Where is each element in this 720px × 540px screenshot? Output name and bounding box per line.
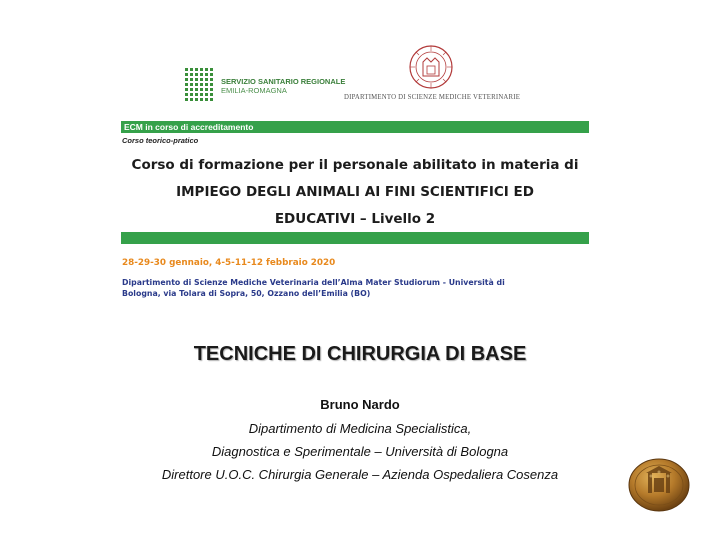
department-vet-label: DIPARTIMENTO DI SCIENZE MEDICHE VETERINARIE — [344, 94, 521, 101]
affiliation-line: Direttore U.O.C. Chirurgia Generale – Azienda Ospedaliera Cosenza — [161, 467, 559, 482]
venue-line: Bologna, via Tolara di Sopra, 50, Ozzano dell’Emilia (BO) — [122, 289, 371, 298]
university-seal-icon — [408, 44, 454, 90]
author-name: Bruno Nardo — [320, 397, 400, 412]
course-title — [121, 152, 589, 233]
venue-line: Dipartimento di Scienze Mediche Veterinaria dell’Alma Mater Studiorum - Università di — [122, 278, 505, 287]
affiliation-line: Dipartimento di Medicina Specialistica, — [248, 421, 472, 436]
slide-title: TECNICHE DI CHIRURGIA DI BASE — [193, 343, 527, 365]
course-title-line: EDUCATIVI – Livello 2 — [274, 211, 436, 227]
ecm-status: ECM in corso di accreditamento — [124, 122, 254, 132]
bronze-seal-icon — [628, 458, 690, 512]
banner-bottom-bar — [121, 232, 589, 244]
course-venue — [122, 277, 562, 299]
regional-service-line1: SERVIZIO SANITARIO REGIONALE — [221, 77, 346, 86]
course-title-line: Corso di formazione per il personale abilitato in materia di — [131, 157, 579, 173]
regional-service-text — [221, 77, 345, 95]
course-title-line: IMPIEGO DEGLI ANIMALI AI FINI SCIENTIFICI ED — [176, 184, 534, 200]
regional-service-line2: EMILIA-ROMAGNA — [221, 86, 287, 95]
course-dates: 28-29-30 gennaio, 4-5-11-12 febbraio 2020 — [122, 258, 336, 268]
affiliation-line: Diagnostica e Sperimentale – Università di Bologna — [211, 444, 509, 459]
ssr-logo-icon — [185, 68, 215, 101]
course-type: Corso teorico-pratico — [122, 136, 199, 145]
